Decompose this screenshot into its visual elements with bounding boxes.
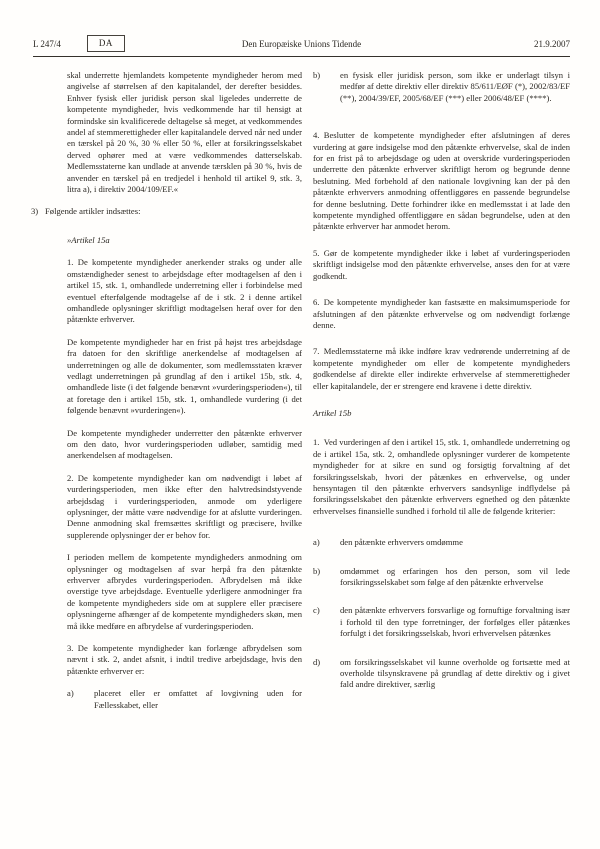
list-marker: d)	[313, 656, 321, 667]
list-marker: a)	[67, 688, 74, 699]
list-item-text: placeret eller er omfattet af lovgivning uden for Fællesskabet, eller	[94, 688, 302, 710]
continuation-paragraph: skal underrette hjemlandets kompetente myndigheder herom med angivelse af størrelsen af den kapitalandel, der derefter besiddes. Enhver fysisk eller juridisk person skal ligeledes underrette de kompetente myndigheder, hvis vedkommende har til hensigt at formindske sin kvalificerede deltagelse så meget, at vedkommendes andel af stemmerettigheder eller kapitalandele derved når ned under en tærskel på 20 %, 30 % eller 50 %, eller at forsikringsselskabet derved ophører med at være vedkommendes datterselskab. Medlemsstaterne kan undlade at anvende tærsklen på 30 %, hvis de anvender en tærskel på en tredjedel i henhold til artikel 9, stk. 3, litra a), i direktiv 2004/109/EF.«	[67, 70, 302, 195]
list-item-text: den påtænkte erhververs omdømme	[340, 537, 463, 548]
article-15a-paragraph-2: 2. De kompetente myndigheder kan om nødvendigt i løbet af vurderingsperioden, men ikke efter den halvtredsindstyvende arbejdsdag i vurderingsperioden, anmode om yderligere oplysninger, der måtte være nødvendige for at afslutte vurderingen. Denne anmodning skal fremsættes skriftligt og præcisere, hvilke supplerende oplysninger der er behov for.	[67, 472, 302, 540]
language-code-badge: DA	[87, 35, 125, 52]
article-15a-paragraph-3-litra-a	[67, 688, 302, 711]
article-15a-paragraph-1-afsnit-3: De kompetente myndigheder underretter den påtænkte erhverver om den dato, hvor vurderingsperioden udløber, samtidig med anerkendelsen af modtagelsen.	[67, 427, 302, 461]
article-15a-paragraph-1-afsnit-2: De kompetente myndigheder har en frist på højst tres arbejdsdage fra datoen for den skriftlige anerkendelse af modtagelsen af underretningen og alle de dokumenter, som medlemsstaten kræver vedlagt underretningen på grundlag af den i artikel 15b, stk. 4, omhandlede liste (i det følgende benævnt »vurderingsperioden«), til at foretage den i artikel 15b, stk. 1, omhandlede vurdering (i det følgende benævnt »vurderingen«).	[67, 336, 302, 416]
list-item-text: den påtænkte erhververs forsvarlige og fornuftige forvaltning især i forhold til den type forretninger, der forfølges eller påtænkes forfulgt i det forsikringsselskab, hvori erhvervelsen påtænkes	[340, 605, 570, 639]
header-rule	[33, 56, 570, 57]
criterion-litra-b	[313, 566, 570, 589]
list-marker: c)	[313, 605, 320, 616]
header-left	[33, 35, 182, 52]
page-header	[33, 35, 570, 52]
page-number: L 247/4	[33, 38, 61, 49]
article-15a-paragraph-1: 1. De kompetente myndigheder anerkender straks og under alle omstændigheder senest to arbejdsdage efter modtagelsen af den i artikel 15, stk. 1, omhandlede underretning eller i forbindelse med eventuel efterfølgende modtagelse af de i stk. 2 i denne artikel omhandlede oplysninger skriftligt modtagelsen heraf over for den påtænkte erhverver.	[67, 257, 302, 325]
article-15a-paragraph-5: 5. Gør de kompetente myndigheder ikke i løbet af vurderingsperioden skriftligt indsigelse mod den påtænkte erhvervelse, anses den for at være godkendt.	[313, 247, 570, 281]
criterion-litra-a	[313, 537, 570, 548]
criterion-litra-c	[313, 605, 570, 639]
list-marker: b)	[313, 565, 321, 576]
article-15b-paragraph-1: 1. Ved vurderingen af den i artikel 15, stk. 1, omhandlede underretning og de i artikel 15a, stk. 2, omhandlede oplysninger vurderer de kompetente myndigheder for at sikre en sund og forsigtig forvaltning af det forsikringsselskab, hvori der påtænkes en erhvervelse, og under hensyntagen til den påtænkte erhververs sandsynlige indflydelse på forsikringsselskabet den påtænkte erhververs egnethed og den påtænkte erhvervelses finansielle sundhed i forhold til alle de følgende kriterier:	[313, 437, 570, 516]
right-column	[313, 70, 570, 722]
list-marker: 3)	[31, 206, 39, 217]
article-15a-paragraph-7: 7. Medlemsstaterne må ikke indføre krav vedrørende underretning af de kompetente myndigheder om eller de kompetente myndigheders godkendelse af direkte eller indirekte erhvervelse af stemmerettigheder eller kapitalandele, der er strengere end kravene i dette direktiv.	[313, 346, 570, 391]
issue-date: 21.9.2007	[534, 38, 571, 49]
list-marker: b)	[313, 70, 321, 80]
left-column	[31, 70, 302, 722]
list-item-text: Følgende artikler indsættes:	[45, 206, 141, 217]
list-item-text: om forsikringsselskabet vil kunne overholde og fortsætte med at overholde tilsynskravene på grundlag af dette direktiv og i givet fald andre direktiver, særlig	[340, 656, 570, 690]
article-15b-heading: Artikel 15b	[313, 407, 352, 418]
two-column-body	[31, 70, 570, 722]
list-item-text: omdømmet og erfaringen hos den person, som vil lede forsikringsselskabet som følge af den påtænkte erhvervelse	[340, 565, 570, 587]
article-15a-paragraph-3-litra-b	[313, 70, 570, 104]
journal-title: Den Europæiske Unions Tidende	[241, 38, 362, 49]
criterion-litra-d	[313, 657, 570, 691]
article-15a-paragraph-6: 6. De kompetente myndigheder kan fastsætte en maksimumsperiode for afslutningen af den påtænkte erhvervelse og om nødvendigt forlænge denne.	[313, 297, 570, 330]
article-15a-paragraph-2-afsnit-2: I perioden mellem de kompetente myndigheders anmodning om oplysninger og modtagelsen af svar herpå fra den påtænkte erhverver afbrydes vurderingsperioden. Afbrydelsen må ikke overstige tyve arbejdsdage. Eventuelle yderligere anmodninger fra de kompetente myndigheders side om at supplere eller præcisere oplysningerne afhænger af de kompetente myndigheders skøn, men må ikke medføre en afbrydelse af vurderingsperioden.	[67, 552, 302, 631]
amendment-item-3	[31, 206, 302, 217]
list-item-text: en fysisk eller juridisk person, som ikke er underlagt tilsyn i medfør af dette direktiv eller direktiv 85/611/EØF (*), 2002/83/EF (**), 2004/39/EF, 2005/68/EF (***) eller 2006/48/EF (****).	[340, 70, 570, 103]
article-15a-paragraph-3: 3. De kompetente myndigheder kan forlænge afbrydelsen som nævnt i stk. 2, andet afsnit, i indtil tredive arbejdsdage, hvis den påtænkte erhverver er:	[67, 643, 302, 676]
list-marker: a)	[313, 537, 320, 548]
article-15a-heading: »Artikel 15a	[67, 234, 110, 245]
article-15a-paragraph-4: 4. Beslutter de kompetente myndigheder efter afslutningen af deres vurdering at gøre indsigelse mod den påtænkte erhvervelse, skal de inden for en frist på to arbejdsdage og uden at overskride vurderingsperioden underrette den påtænkte erhverver skriftligt herom og begrunde denne beslutning. Med forbehold af den nationale lovgivning kan der på den påtænkte erhververs anmodning offentliggøres en passende begrundelse for denne beslutning. Dette forhindrer ikke en medlemsstat i at lade den kompetente myndighed offentliggøre en sådan begrundelse, uden at den påtænkte erhverver har anmodet herom.	[313, 130, 570, 232]
